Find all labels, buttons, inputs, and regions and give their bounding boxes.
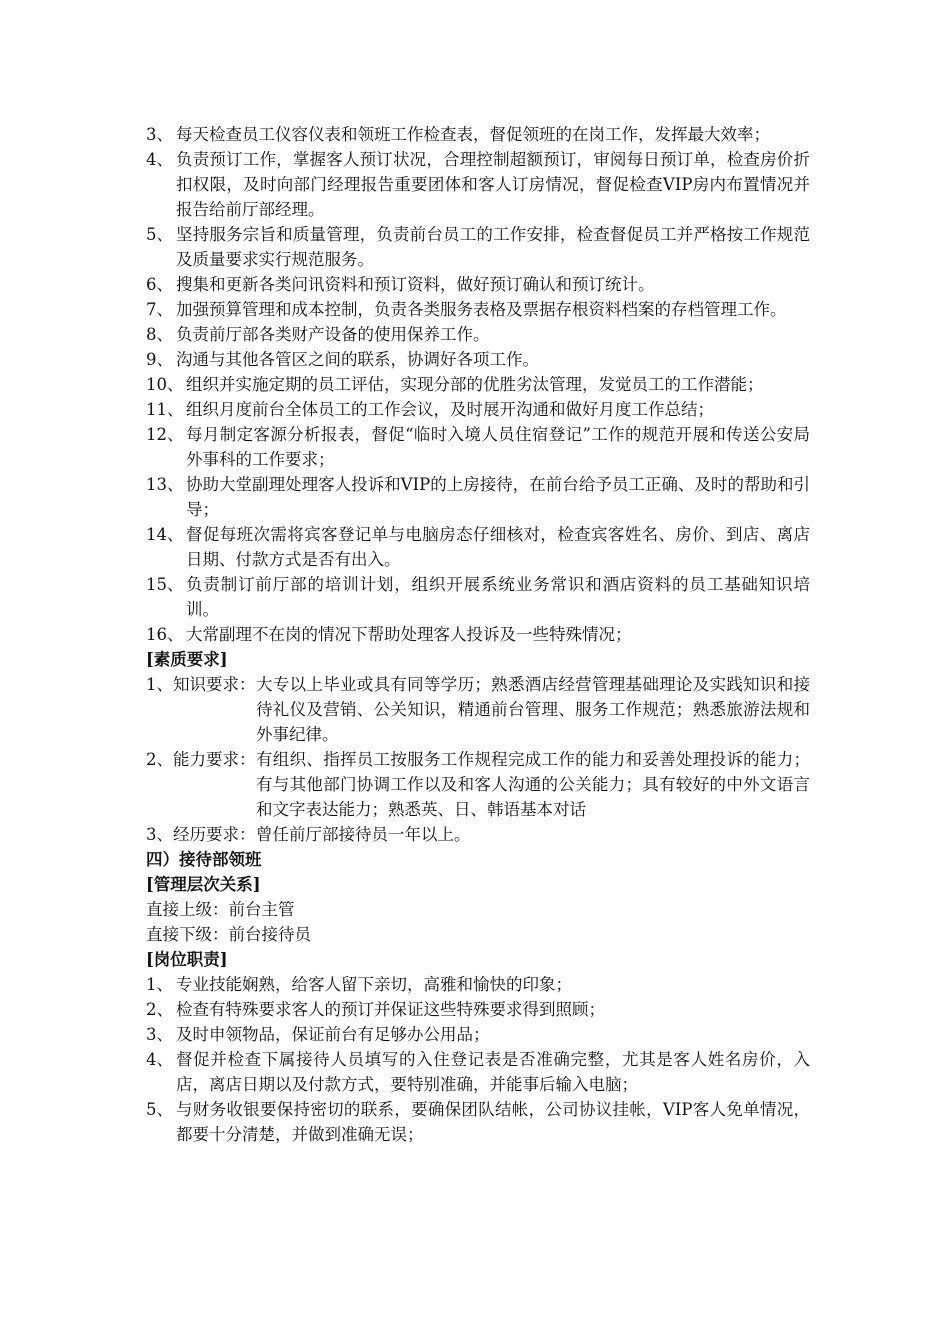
item-number: 6、 xyxy=(146,275,173,294)
item-number: 9、 xyxy=(146,350,173,369)
quality-requirements xyxy=(146,672,810,847)
list-item xyxy=(146,347,810,372)
item-text: 加强预算管理和成本控制，负责各类服务表格及票据存根资料档案的存档管理工作。 xyxy=(176,300,787,319)
list-item xyxy=(146,1047,810,1097)
list-item xyxy=(146,297,810,322)
document-body xyxy=(146,122,810,1147)
list-item xyxy=(146,272,810,297)
item-number: 5、 xyxy=(146,1100,173,1119)
list-item xyxy=(146,572,810,622)
item-text: 督促并检查下属接待人员填写的入住登记表是否准确完整，尤其是客人姓名房价，入店，离店日期以及付款方式，要特别准确，并能事后输入电脑； xyxy=(176,1050,810,1094)
item-number: 5、 xyxy=(146,225,173,244)
item-text: 每月制定客源分析报表，督促“临时入境人员住宿登记”工作的规范开展和传送公安局外事科的工作要求； xyxy=(186,425,810,469)
list-item xyxy=(146,122,810,147)
item-text: 组织月度前台全体员工的工作会议，及时展开沟通和做好月度工作总结； xyxy=(186,400,714,419)
requirement-item xyxy=(146,747,810,822)
list-item xyxy=(146,522,810,572)
item-text: 坚持服务宗旨和质量管理，负责前台员工的工作安排，检查督促员工并严格按工作规范及质量要求实行规范服务。 xyxy=(176,225,810,269)
item-text: 协助大堂副理处理客人投诉和VIP的上房接待，在前台给予员工正确、及时的帮助和引导； xyxy=(186,475,810,519)
item-text: 组织并实施定期的员工评估，实现分部的优胜劣汰管理，发觉员工的工作潜能； xyxy=(186,375,764,394)
list-item xyxy=(146,972,810,997)
item-number: 4、 xyxy=(146,1050,173,1069)
duty-heading: [岗位职责] xyxy=(146,950,228,969)
list-item xyxy=(146,422,810,472)
list-item xyxy=(146,322,810,347)
item-number: 3、 xyxy=(146,1025,173,1044)
requirement-text: 曾任前厅部接待员一年以上。 xyxy=(256,825,471,844)
item-text: 负责制订前厅部的培训计划，组织开展系统业务常识和酒店资料的员工基础知识培训。 xyxy=(186,575,810,619)
direct-superior: 直接上级：前台主管 xyxy=(146,900,295,919)
quality-heading: [素质要求] xyxy=(146,650,228,669)
list-item xyxy=(146,472,810,522)
item-text: 与财务收银要保持密切的联系，要确保团队结帐，公司协议挂帐，VIP客人免单情况，都要十分清楚，并做到准确无误； xyxy=(176,1100,810,1144)
item-number: 3、 xyxy=(146,125,173,144)
list-item xyxy=(146,397,810,422)
item-number: 11、 xyxy=(146,400,184,419)
list-item xyxy=(146,1022,810,1047)
requirement-item xyxy=(146,672,810,747)
relation-heading: [管理层次关系] xyxy=(146,875,261,894)
direct-subordinate: 直接下级：前台接待员 xyxy=(146,925,311,944)
item-number: 1、 xyxy=(146,975,173,994)
item-text: 及时申领物品，保证前台有足够办公用品； xyxy=(176,1025,490,1044)
item-text: 负责预订工作，掌握客人预订状况，合理控制超额预订，审阅每日预订单，检查房价折扣权限，及时向部门经理报告重要团体和客人订房情况，督促检查VIP房内布置情况并报告给前厅部经理。 xyxy=(176,150,810,219)
list-item xyxy=(146,622,810,647)
requirement-text: 大专以上毕业或具有同等学历；熟悉酒店经营管理基础理论及实践知识和接待礼仪及营销、公关知识，精通前台管理、服务工作规范；熟悉旅游法规和外事纪律。 xyxy=(256,675,810,744)
item-number: 15、 xyxy=(146,575,184,594)
requirement-label: 3、经历要求： xyxy=(146,825,256,844)
list-item xyxy=(146,1097,810,1147)
requirement-item xyxy=(146,822,810,847)
item-number: 2、 xyxy=(146,1000,173,1019)
role-title: 四）接待部领班 xyxy=(146,850,262,869)
item-number: 7、 xyxy=(146,300,173,319)
item-text: 沟通与其他各管区之间的联系，协调好各项工作。 xyxy=(176,350,539,369)
item-number: 16、 xyxy=(146,625,184,644)
requirement-label: 2、能力要求： xyxy=(146,750,256,769)
item-number: 10、 xyxy=(146,375,184,394)
item-text: 每天检查员工仪容仪表和领班工作检查表，督促领班的在岗工作，发挥最大效率； xyxy=(176,125,770,144)
list-item xyxy=(146,372,810,397)
item-text: 督促每班次需将宾客登记单与电脑房态仔细核对，检查宾客姓名、房价、到店、离店日期、付款方式是否有出入。 xyxy=(186,525,810,569)
requirement-text: 有组织、指挥员工按服务工作规程完成工作的能力和妥善处理投诉的能力；有与其他部门协调工作以及和客人沟通的公关能力；具有较好的中外文语言和文字表达能力；熟悉英、日、韩语基本对话 xyxy=(256,750,810,819)
item-number: 4、 xyxy=(146,150,173,169)
item-text: 大常副理不在岗的情况下帮助处理客人投诉及一些特殊情况； xyxy=(186,625,632,644)
item-number: 14、 xyxy=(146,525,184,544)
item-number: 8、 xyxy=(146,325,173,344)
duty-list-continued xyxy=(146,122,810,647)
item-text: 搜集和更新各类问讯资料和预订资料，做好预订确认和预订统计。 xyxy=(176,275,655,294)
item-text: 检查有特殊要求客人的预订并保证这些特殊要求得到照顾； xyxy=(176,1000,605,1019)
list-item xyxy=(146,147,810,222)
duty-list xyxy=(146,972,810,1147)
list-item xyxy=(146,997,810,1022)
item-text: 负责前厅部各类财产设备的使用保养工作。 xyxy=(176,325,490,344)
requirement-label: 1、知识要求： xyxy=(146,675,256,694)
item-text: 专业技能娴熟，给客人留下亲切，高雅和愉快的印象； xyxy=(176,975,572,994)
item-number: 12、 xyxy=(146,425,184,444)
list-item xyxy=(146,222,810,272)
item-number: 13、 xyxy=(146,475,184,494)
